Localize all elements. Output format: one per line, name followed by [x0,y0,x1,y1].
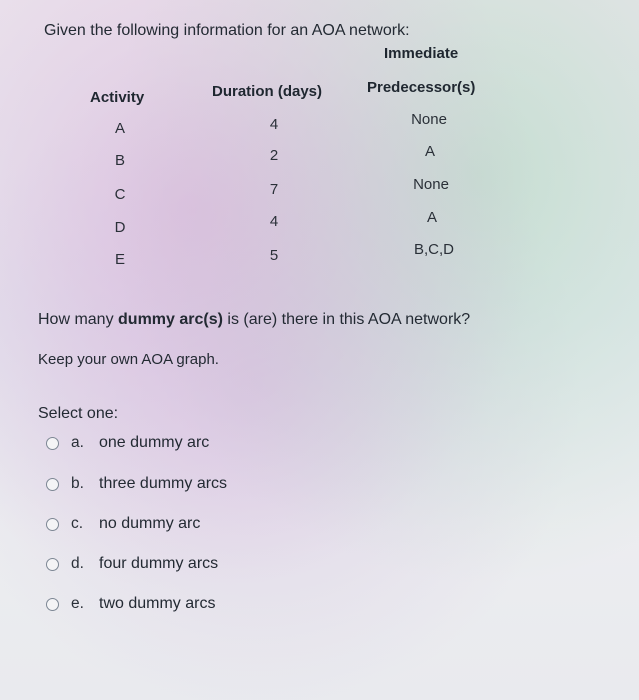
option-a-text: one dummy arc [99,434,210,451]
row-a-activity: A [114,120,125,137]
option-c-text: no dummy arc [99,515,201,532]
row-b-duration: 2 [269,147,279,164]
row-e-duration: 5 [269,247,279,264]
option-c-letter: c. [71,515,84,532]
option-a-letter: a. [71,434,84,451]
option-c[interactable] [46,513,200,535]
option-b-letter: b. [71,475,84,492]
header-predecessors: Predecessor(s) [367,79,476,96]
option-e-text: two dummy arcs [99,595,216,612]
row-b-activity: B [114,152,125,169]
option-b[interactable] [46,473,227,495]
row-d-predecessor: A [426,209,437,226]
option-a[interactable] [46,432,209,454]
option-d[interactable] [46,553,218,575]
row-e-predecessor: B,C,D [413,241,454,258]
option-d-letter: d. [71,555,84,572]
row-b-predecessor: A [424,143,435,160]
row-c-duration: 7 [269,181,279,198]
select-one-label: Select one: [38,405,119,422]
header-duration: Duration (days) [212,83,323,100]
option-b-text: three dummy arcs [99,475,228,492]
intro-text: Given the following information for an AOA network: [44,22,410,39]
question-bold-term: dummy arc(s) [118,311,223,328]
row-a-duration: 4 [269,116,279,133]
radio-button-b[interactable] [46,478,59,491]
row-c-predecessor: None [413,176,449,193]
option-e[interactable] [46,593,215,615]
radio-button-d[interactable] [46,558,59,571]
row-a-predecessor: None [411,111,447,128]
radio-button-a[interactable] [46,437,59,450]
option-d-text: four dummy arcs [99,555,219,572]
radio-button-c[interactable] [46,518,59,531]
row-c-activity: C [114,186,126,203]
row-d-activity: D [114,219,126,236]
header-immediate: Immediate [384,45,459,62]
question-note: Keep your own AOA graph. [38,351,219,368]
row-e-activity: E [114,251,125,268]
row-d-duration: 4 [269,213,279,230]
header-activity: Activity [90,89,145,106]
question-text: How many dummy arc(s) is (are) there in this AOA network? [38,311,471,328]
option-e-letter: e. [71,595,84,612]
radio-button-e[interactable] [46,598,59,611]
